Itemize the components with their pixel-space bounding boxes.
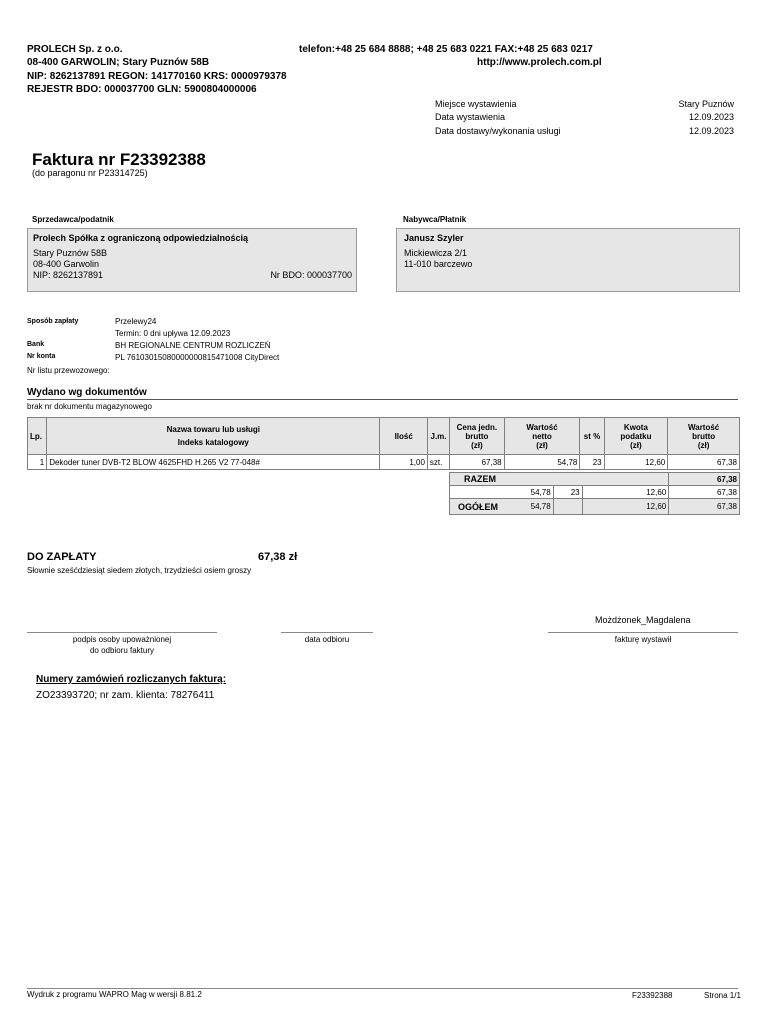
ogolem-label: OGÓŁEM — [458, 501, 498, 512]
receiver-caption-l2: do odbioru faktury — [89, 645, 155, 655]
col-tax-l3: (zł) — [630, 440, 642, 450]
to-pay-amount: 67,38 zł — [258, 551, 298, 563]
col-net-l3: (zł) — [536, 440, 548, 450]
payment-method-value: Przelewy24 — [115, 317, 157, 326]
col-tax — [604, 418, 668, 455]
col-tax-l2: podatku — [620, 431, 652, 441]
summary-net: 54,78 — [450, 486, 554, 499]
col-net-l1: Wartość — [526, 422, 558, 432]
payment-term: Termin: 0 dni upływa 12.09.2023 — [115, 329, 231, 338]
footer-doc-no: F23392388 — [632, 991, 673, 1000]
ogolem-left — [450, 499, 554, 515]
orders-heading: Numery zamówień rozliczanych fakturą: — [36, 674, 227, 685]
seller-header-line2: 08-400 GARWOLIN; Stary Puznów 58B — [27, 57, 210, 69]
buyer-name: Janusz Szyler — [404, 233, 464, 243]
website-link[interactable]: http://www.prolech.com.pl — [477, 57, 602, 68]
seller-box — [27, 228, 357, 292]
invoice-title: Faktura nr F23392388 — [32, 150, 206, 169]
issuer-signature-line — [548, 632, 738, 633]
issue-date-value: 12.09.2023 — [688, 112, 734, 122]
row-unit: szt. — [427, 455, 449, 470]
waybill-label: Nr listu przewozowego: — [27, 366, 110, 375]
seller-nip: NIP: 8262137891 — [33, 270, 104, 280]
account-value: PL 76103015080000000815471008 CityDirect — [115, 353, 280, 362]
col-gross-l2: brutto — [692, 431, 716, 441]
col-net — [504, 418, 580, 455]
seller-street: Stary Puznów 58B — [33, 248, 108, 258]
seller-header-line3: NIP: 8262137891 REGON: 141770160 KRS: 0000979378 — [27, 70, 287, 82]
items-table — [27, 417, 740, 470]
footer-page: Strona 1/1 — [704, 991, 741, 1000]
contact-line: telefon:+48 25 684 8888; +48 25 683 0221 FAX:+48 25 683 0217 — [299, 44, 593, 55]
col-unit-price-l2: brutto — [465, 431, 489, 441]
issue-place-value: Stary Puznów — [678, 99, 734, 109]
ogolem-gross: 67,38 — [669, 499, 740, 515]
row-rate: 23 — [580, 455, 604, 470]
ogolem-net: 54,78 — [530, 501, 551, 511]
col-unit-price-l1: Cena jedn. — [456, 422, 498, 432]
razem-row — [450, 473, 740, 486]
buyer-label: Nabywca/Płatnik — [403, 215, 467, 224]
issuer-name: Możdżonek_Magdalena — [595, 615, 691, 625]
summary-gross: 67,38 — [669, 486, 740, 499]
footer-divider — [27, 988, 738, 989]
row-tax: 12,60 — [604, 455, 668, 470]
col-net-l2: netto — [532, 431, 552, 441]
to-pay-label: DO ZAPŁATY — [27, 551, 97, 563]
seller-bdo: Nr BDO: 000037700 — [270, 270, 352, 280]
receipt-date-caption: data odbioru — [304, 635, 350, 644]
razem-label: RAZEM — [450, 473, 669, 486]
col-lp: Lp. — [28, 418, 47, 455]
seller-city: 08-400 Garwolin — [33, 259, 100, 269]
row-net: 54,78 — [504, 455, 580, 470]
documents-note: brak nr dokumentu magazynowego — [27, 402, 152, 411]
row-qty: 1,00 — [380, 455, 427, 470]
row-lp: 1 — [28, 455, 47, 470]
seller-header-line4: REJESTR BDO: 000037700 GLN: 5900804000006 — [27, 83, 257, 95]
invoice-subtitle: (do paragonu nr P23314725) — [32, 168, 148, 178]
delivery-date-value: 12.09.2023 — [688, 126, 734, 136]
col-name — [47, 418, 380, 455]
buyer-box — [396, 228, 740, 292]
bank-value: BH REGIONALNE CENTRUM ROZLICZEŃ — [115, 341, 271, 350]
col-unit: J.m. — [427, 418, 449, 455]
ogolem-tax: 12,60 — [582, 499, 669, 515]
delivery-date-label: Data dostawy/wykonania usługi — [435, 126, 561, 136]
table-header-row — [28, 418, 740, 455]
col-tax-l1: Kwota — [623, 422, 648, 432]
to-pay-words: Słownie sześćdziesiąt siedem złotych, trzydzieści osiem groszy — [27, 566, 252, 575]
col-index-label: Indeks katalogowy — [177, 438, 249, 447]
col-unit-price-l3: (zł) — [471, 440, 483, 450]
row-unit-price: 67,38 — [450, 455, 505, 470]
col-gross-l1: Wartość — [687, 422, 720, 432]
seller-header-line1: PROLECH Sp. z o.o. — [27, 44, 123, 55]
seller-label: Sprzedawca/podatnik — [32, 215, 114, 224]
ogolem-rate — [553, 499, 582, 515]
summary-tax: 12,60 — [582, 486, 669, 499]
table-row — [28, 455, 740, 470]
col-gross — [668, 418, 740, 455]
issue-place-label: Miejsce wystawienia — [435, 99, 517, 109]
ogolem-row — [450, 499, 740, 515]
bank-label: Bank — [27, 341, 45, 348]
orders-value: ZO23393720; nr zam. klienta: 78276411 — [36, 690, 215, 701]
seller-name: Prolech Spółka z ograniczoną odpowiedzialnością — [33, 233, 249, 243]
col-unit-price — [450, 418, 505, 455]
payment-method-label: Sposób zapłaty — [27, 318, 79, 325]
summary-table — [449, 472, 740, 515]
receipt-date-line — [281, 632, 373, 633]
col-qty: Ilość — [380, 418, 427, 455]
seller-header — [27, 43, 287, 96]
account-label: Nr konta — [27, 353, 56, 360]
documents-divider — [27, 399, 738, 400]
row-name: Dekoder tuner DVB-T2 BLOW 4625FHD H.265 V2 77-048# — [47, 455, 380, 470]
documents-heading: Wydano wg dokumentów — [27, 387, 147, 398]
receiver-caption-l1: podpis osoby upoważnionej — [72, 635, 172, 644]
summary-row — [450, 486, 740, 499]
summary-rate: 23 — [553, 486, 582, 499]
footer-program: Wydruk z programu WAPRO Mag w wersji 8.81.2 — [27, 990, 202, 999]
issue-date-label: Data wystawienia — [435, 112, 506, 122]
issuer-caption: fakturę wystawił — [614, 635, 672, 644]
col-name-label: Nazwa towaru lub usługi — [166, 425, 260, 434]
buyer-street: Mickiewicza 2/1 — [404, 248, 468, 258]
row-gross: 67,38 — [668, 455, 740, 470]
buyer-city: 11-010 barczewo — [404, 259, 473, 269]
receiver-signature-caption — [27, 635, 217, 656]
razem-gross: 67,38 — [669, 473, 740, 486]
col-gross-l3: (zł) — [697, 440, 710, 450]
receiver-signature-line — [27, 632, 217, 633]
col-rate: st % — [580, 418, 604, 455]
